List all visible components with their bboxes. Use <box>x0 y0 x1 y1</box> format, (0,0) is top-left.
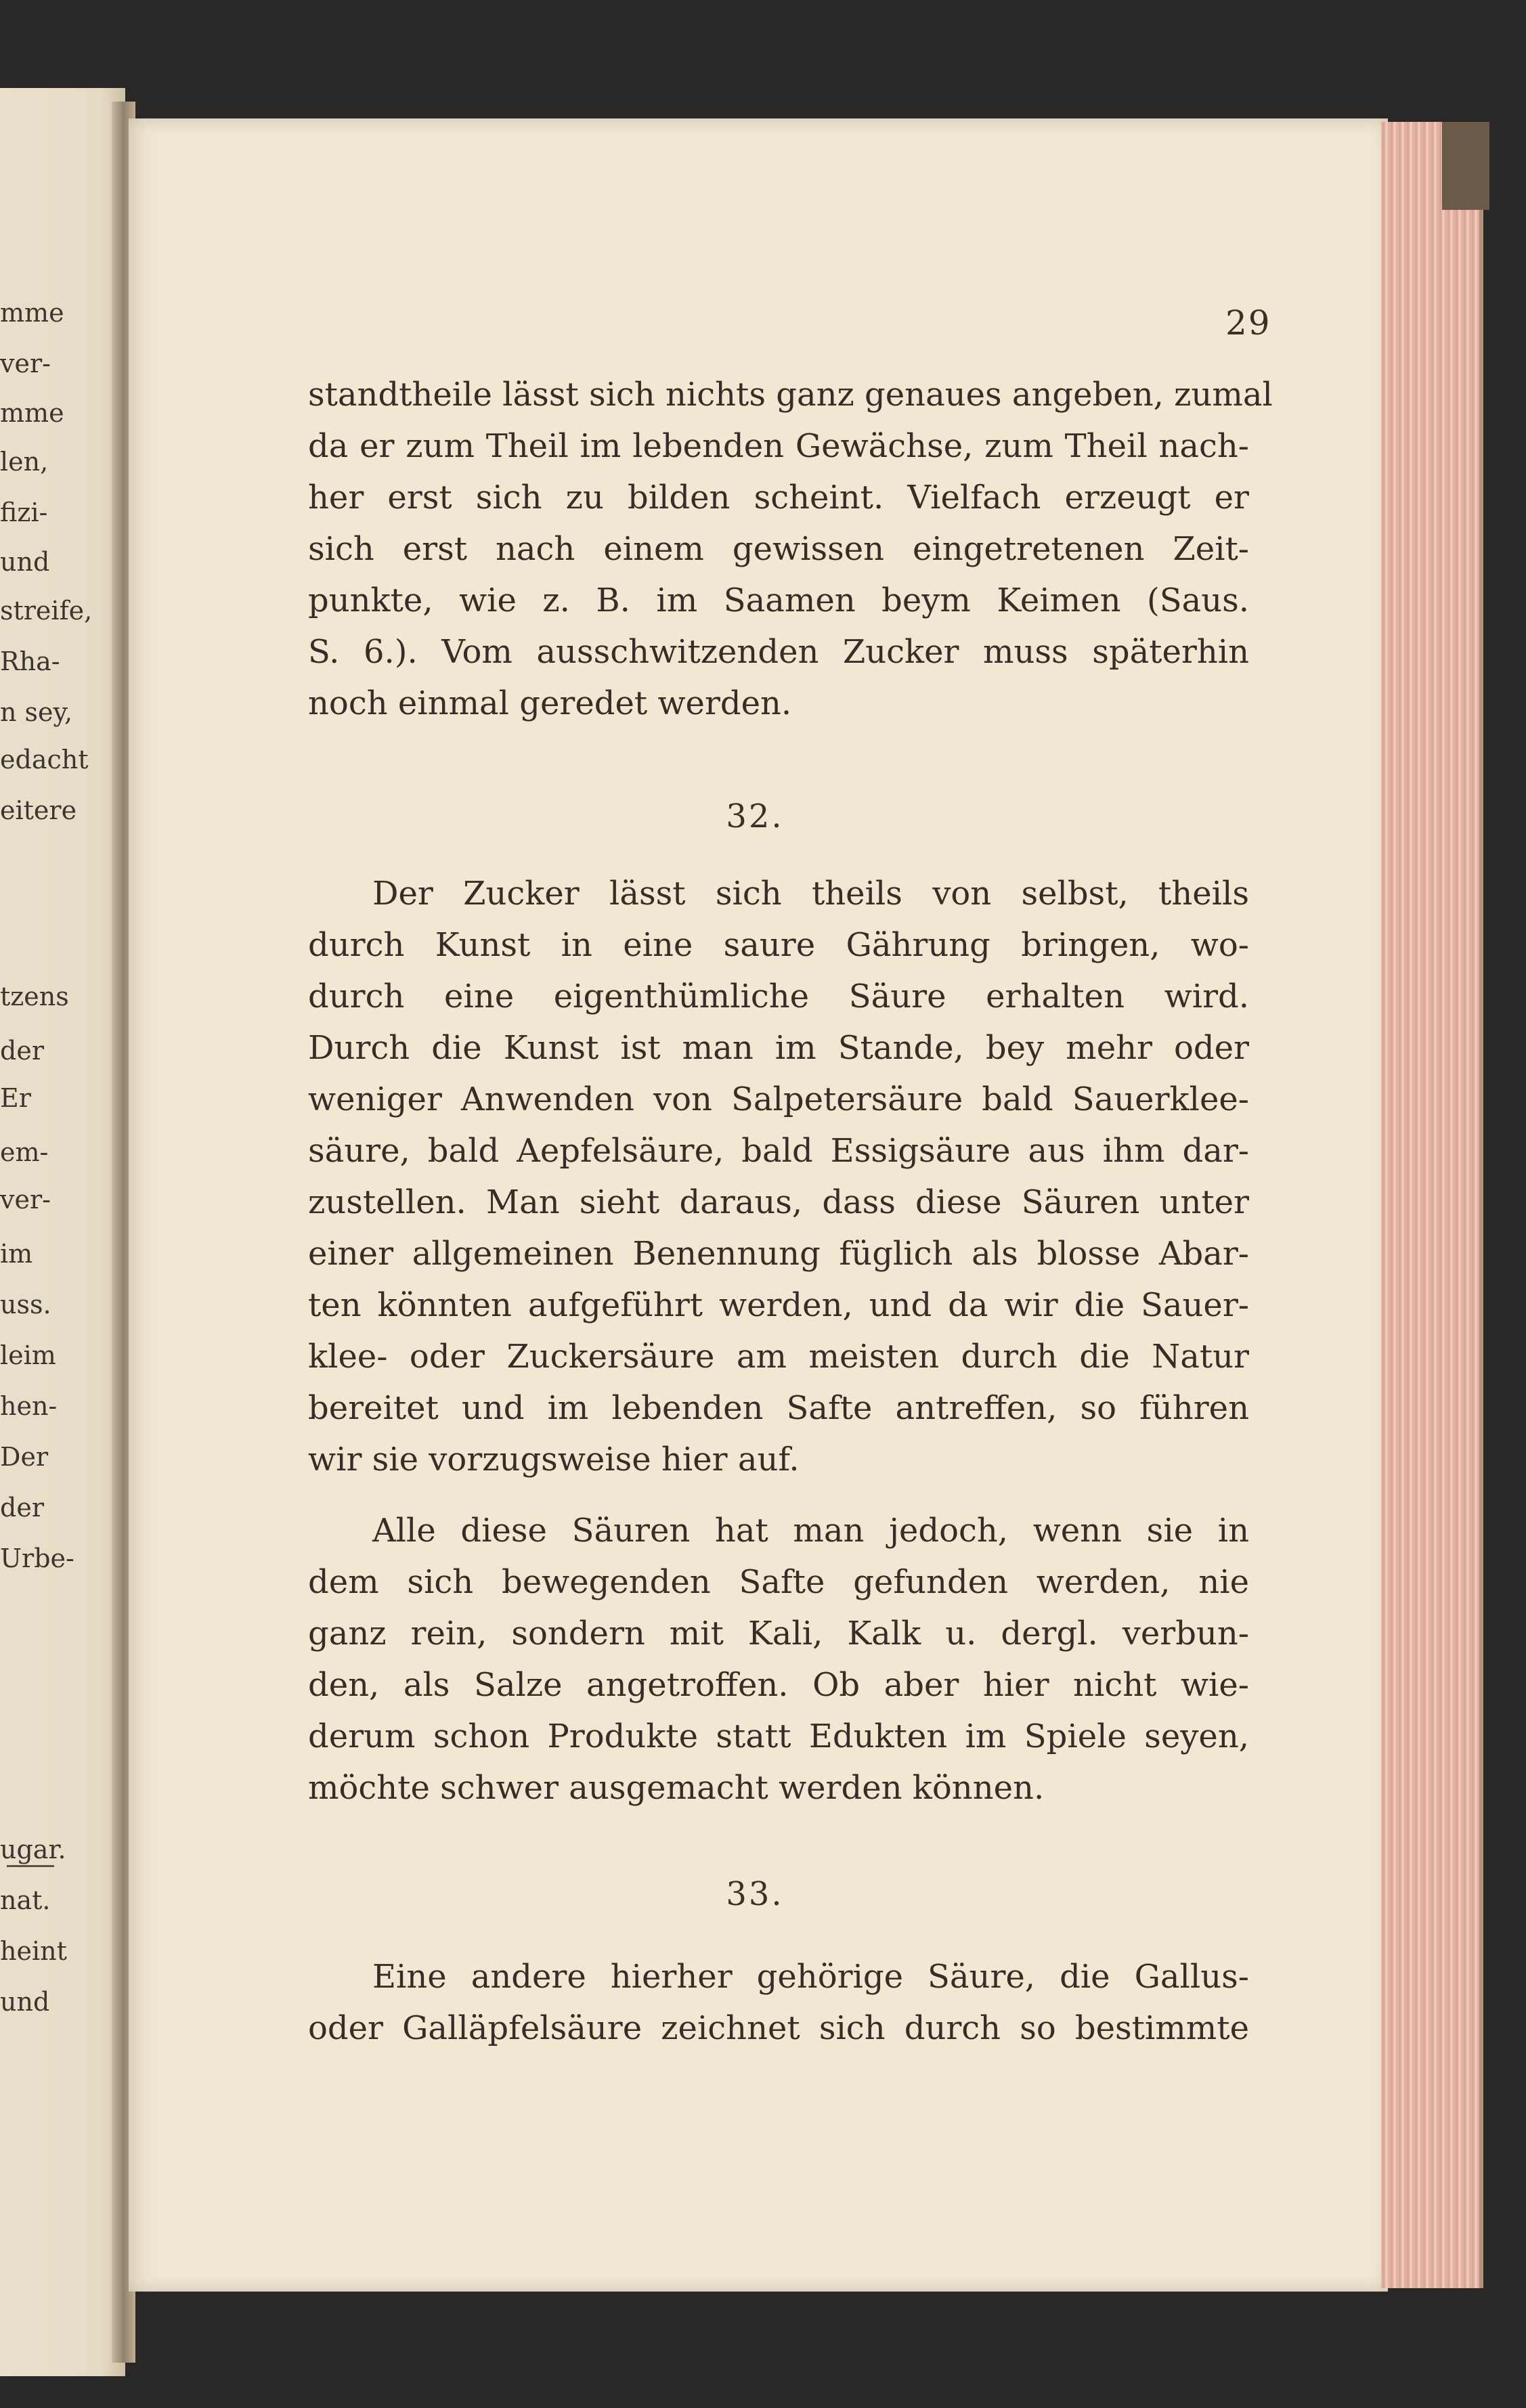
paragraph-intro <box>308 369 1273 729</box>
text-line: bereitet und im lebenden Safte antreffen, so führen <box>308 1389 1249 1427</box>
page-number: 29 <box>1225 303 1271 343</box>
left-page-fragment: mme <box>0 298 64 328</box>
left-page-fragment: mme <box>0 398 64 428</box>
left-page-fragment: der <box>0 1036 44 1066</box>
text-line: ten könnten aufgeführt werden, und da wir die Sauer- <box>308 1286 1249 1324</box>
left-page-fragment: eitere <box>0 795 77 825</box>
left-page-fragment: hen- <box>0 1391 58 1421</box>
text-line: Durch die Kunst ist man im Stande, bey mehr oder <box>308 1029 1249 1067</box>
left-page-fragment: tzens <box>0 982 69 1011</box>
text-line: Der Zucker lässt sich theils von selbst, theils <box>372 875 1249 913</box>
text-line: säure, bald Aepfelsäure, bald Essigsäure aus ihm dar- <box>308 1132 1249 1170</box>
text-line: Eine andere hierher gehörige Säure, die Gallus- <box>372 1958 1249 1996</box>
text-line: standtheile lässt sich nichts ganz genaues angeben, zumal <box>308 376 1273 414</box>
section-heading-32: 32. <box>726 797 784 835</box>
left-page-fragment: Er <box>0 1083 31 1113</box>
text-line: punkte, wie z. B. im Saamen beym Keimen (Saus. <box>308 582 1249 619</box>
paragraph-salts <box>308 1505 1249 1814</box>
page-edges <box>1381 122 1483 2288</box>
left-page-fragment: fizi- <box>0 498 48 527</box>
left-page-fragment: ver- <box>0 1185 51 1214</box>
left-page-fragment: edacht <box>0 745 89 774</box>
text-line: durch Kunst in eine saure Gährung bringen, wo- <box>308 926 1249 964</box>
left-page-fragment: leim <box>0 1340 56 1370</box>
left-page-fragment: ugar. <box>0 1835 66 1864</box>
cover-corner <box>1442 122 1489 210</box>
left-page-fragment: der <box>0 1493 44 1523</box>
left-page-fragment: Rha- <box>0 647 60 676</box>
text-line: Alle diese Säuren hat man jedoch, wenn sie in <box>372 1512 1249 1550</box>
left-page-fragment: nat. <box>0 1885 51 1915</box>
text-line: noch einmal geredet werden. <box>308 684 792 722</box>
text-line: ganz rein, sondern mit Kali, Kalk u. dergl. verbun- <box>308 1615 1249 1652</box>
section-heading-33: 33. <box>726 1875 784 1913</box>
left-page-fragment: und <box>0 547 50 577</box>
text-line: durch eine eigenthümliche Säure erhalten wird. <box>308 978 1249 1015</box>
text-line: S. 6.). Vom ausschwitzenden Zucker muss späterhin <box>308 633 1249 671</box>
text-line: möchte schwer ausgemacht werden können. <box>308 1769 1045 1807</box>
left-page-fragment: Der <box>0 1442 49 1472</box>
text-line: derum schon Produkte statt Edukten im Spiele seyen, <box>308 1717 1249 1755</box>
left-page-fragment: streife, <box>0 596 93 626</box>
left-page-rule <box>7 1865 54 1867</box>
left-page-fragment: n sey, <box>0 697 73 727</box>
left-page-fragment: em- <box>0 1137 49 1167</box>
text-line: zustellen. Man sieht daraus, dass diese Säuren unter <box>308 1183 1249 1221</box>
left-page-fragment: und <box>0 1987 50 2017</box>
left-page-fragment: uss. <box>0 1290 51 1319</box>
text-line: dem sich bewegenden Safte gefunden werden, nie <box>308 1563 1249 1601</box>
left-page-fragment: Urbe- <box>0 1544 74 1573</box>
text-line: weniger Anwenden von Salpetersäure bald Sauerklee- <box>308 1080 1249 1118</box>
text-line: oder Galläpfelsäure zeichnet sich durch so bestimmte <box>308 2009 1249 2047</box>
text-line: klee- oder Zuckersäure am meisten durch die Natur <box>308 1338 1249 1376</box>
text-line: sich erst nach einem gewissen eingetretenen Zeit- <box>308 530 1249 568</box>
text-line: den, als Salze angetroffen. Ob aber hier nicht wie- <box>308 1666 1249 1704</box>
paragraph-section-32 <box>308 868 1249 1485</box>
text-line: einer allgemeinen Benennung füglich als blosse Abar- <box>308 1235 1249 1273</box>
left-page-fragment: im <box>0 1239 33 1269</box>
text-line: her erst sich zu bilden scheint. Vielfach erzeugt er <box>308 479 1249 517</box>
paragraph-section-33 <box>308 1951 1249 2054</box>
left-page-fragment: heint <box>0 1936 67 1966</box>
text-line: da er zum Theil im lebenden Gewächse, zum Theil nach- <box>308 427 1249 465</box>
text-line: wir sie vorzugsweise hier auf. <box>308 1441 800 1479</box>
previous-page-edge <box>0 88 125 2376</box>
left-page-fragment: ver- <box>0 349 51 378</box>
left-page-fragment: len, <box>0 447 49 477</box>
